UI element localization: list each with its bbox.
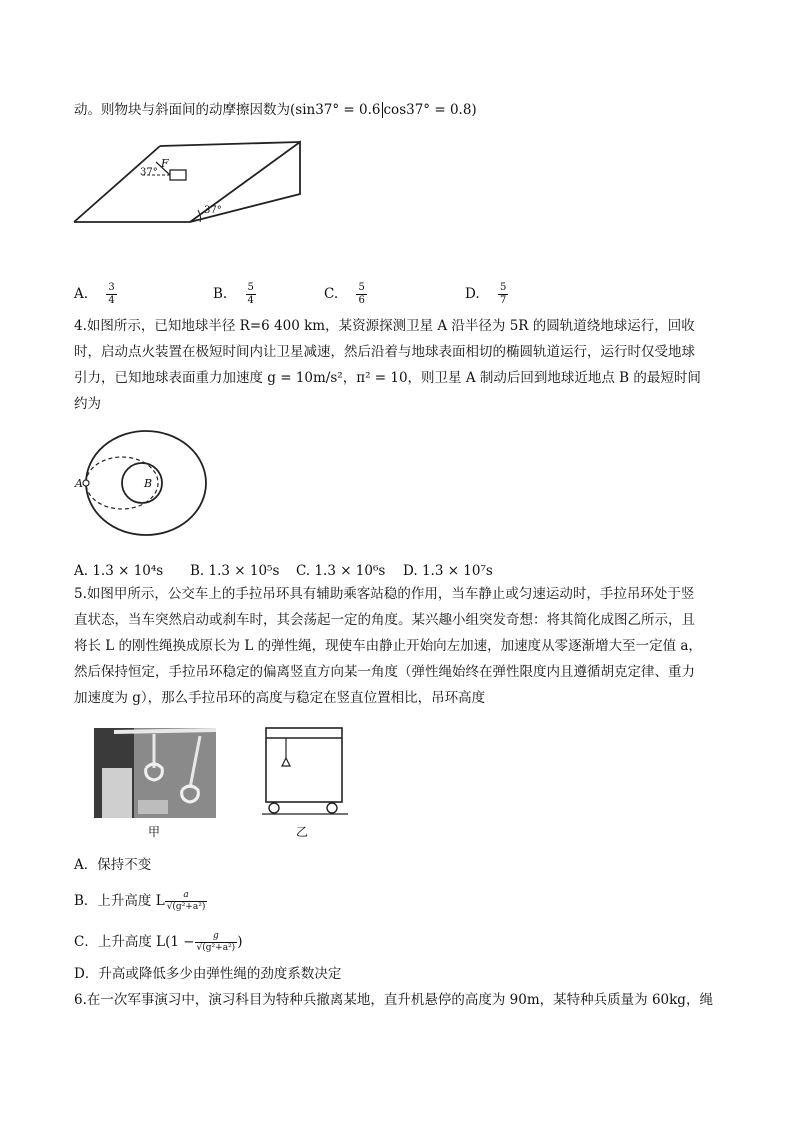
option-letter: A. <box>74 563 89 579</box>
angle-label-bottom: 37° <box>204 205 222 216</box>
option-c-suffix: ) <box>237 934 243 950</box>
q3-option-b <box>213 282 256 307</box>
q4-option-b <box>190 561 279 581</box>
fraction <box>356 282 366 307</box>
q5-option-b <box>74 890 207 913</box>
fraction-num: 5 <box>499 282 507 293</box>
option-letter: C. <box>324 286 339 302</box>
bus-handle-photo <box>94 728 216 818</box>
fraction-num: 5 <box>358 282 365 293</box>
orbit-label-a: A <box>75 477 83 490</box>
q4-option-a <box>74 561 163 581</box>
angle-label-top: 37° <box>140 167 158 178</box>
option-text: 1.3 × 10⁷s <box>421 563 493 579</box>
q3-option-c <box>324 282 367 307</box>
fraction <box>106 282 116 307</box>
fraction-den: 7 <box>499 295 507 306</box>
q5-line-1: 5.如图甲所示，公交车上的手拉吊环具有辅助乘客站稳的作用，当车静止或匀速运动时，手拉吊环处于竖 <box>74 586 695 602</box>
option-b-prefix: B．上升高度 L <box>74 893 165 909</box>
fraction-den: √(g²+a²) <box>166 902 206 912</box>
q3-intro-text-b: cos37° = 0.8) <box>383 102 477 118</box>
fraction <box>165 890 208 913</box>
orbit-figure <box>82 428 232 540</box>
q4-option-d <box>403 561 493 581</box>
q4-line-4: 约为 <box>74 396 101 412</box>
q3-intro-text-a: 动。则物块与斜面间的动摩擦因数为(sin37° = 0.6 <box>74 102 381 118</box>
option-letter: D. <box>403 563 418 579</box>
option-text: 1.3 × 10⁶s <box>314 563 386 579</box>
q5-line-3: 将长 L 的刚性绳换成原长为 L 的弹性绳，现使车由静止开始向左加速，加速度从零逐渐增大至一定值 a， <box>74 638 702 654</box>
q5-line-2: 直状态，当车突然启动或刹车时，其会荡起一定的角度。某兴趣小组突发奇想：将其简化成图乙所示，且 <box>74 612 695 628</box>
q3-option-d <box>465 282 508 307</box>
q5-line-4: 然后保持恒定，手拉吊环稳定的偏离竖直方向某一角度（弹性绳始终在弹性限度内且遵循胡克定律、重力 <box>74 664 695 680</box>
fraction-den: √(g²+a²) <box>196 943 236 953</box>
fraction <box>246 282 256 307</box>
bus-schematic-figure <box>262 724 348 820</box>
option-letter: B. <box>213 286 228 302</box>
fraction-num: a <box>165 890 208 902</box>
option-letter: D. <box>465 286 480 302</box>
q5-option-c <box>74 931 242 954</box>
q4-line-2: 时，启动点火装置在极短时间内让卫星减速，然后沿着与地球表面相切的椭圆轨道运行，运行时仅受地球 <box>74 344 695 360</box>
option-letter: A. <box>74 286 89 302</box>
q3-option-a <box>74 282 117 307</box>
fraction <box>498 282 508 307</box>
option-text: 1.3 × 10⁴s <box>92 563 164 579</box>
q5-option-d: D．升高或降低多少由弹性绳的劲度系数决定 <box>74 966 342 982</box>
fraction-num: g <box>195 931 238 943</box>
orbit-label-b: B <box>144 477 153 490</box>
q4-line-1: 4.如图所示，已知地球半径 R=6 400 km，某资源探测卫星 A 沿半径为 5R 的圆轨道绕地球运行，回收 <box>74 318 695 334</box>
caption-yi: 乙 <box>296 825 309 839</box>
fraction <box>195 931 238 954</box>
caption-jia: 甲 <box>148 825 161 839</box>
fraction-den: 4 <box>247 295 254 306</box>
fraction-num: 3 <box>108 282 115 293</box>
q5-line-5: 加速度为 g），那么手拉吊环的高度与稳定在竖直位置相比，吊环高度 <box>74 690 486 706</box>
option-text: 1.3 × 10⁵s <box>208 563 280 579</box>
q4-option-c <box>296 561 385 581</box>
q3-intro-line <box>74 100 477 120</box>
force-label: F <box>161 157 169 170</box>
q4-line-3: 引力，已知地球表面重力加速度 g = 10m/s²，π² = 10，则卫星 A 制动后回到地球近地点 B 的最短时间 <box>74 370 701 386</box>
q6-line-1: 6.在一次军事演习中，演习科目为特种兵撤离某地，直升机悬停的高度为 90m，某特种兵质量为 60kg，绳 <box>74 992 713 1008</box>
incline-figure <box>70 132 310 232</box>
fraction-den: 4 <box>108 295 115 306</box>
fraction-num: 5 <box>247 282 254 293</box>
q5-option-a: A．保持不变 <box>74 857 152 873</box>
option-c-prefix: C．上升高度 L(1 − <box>74 934 195 950</box>
fraction-den: 6 <box>358 295 365 306</box>
option-letter: B. <box>190 563 205 579</box>
option-letter: C. <box>296 563 311 579</box>
